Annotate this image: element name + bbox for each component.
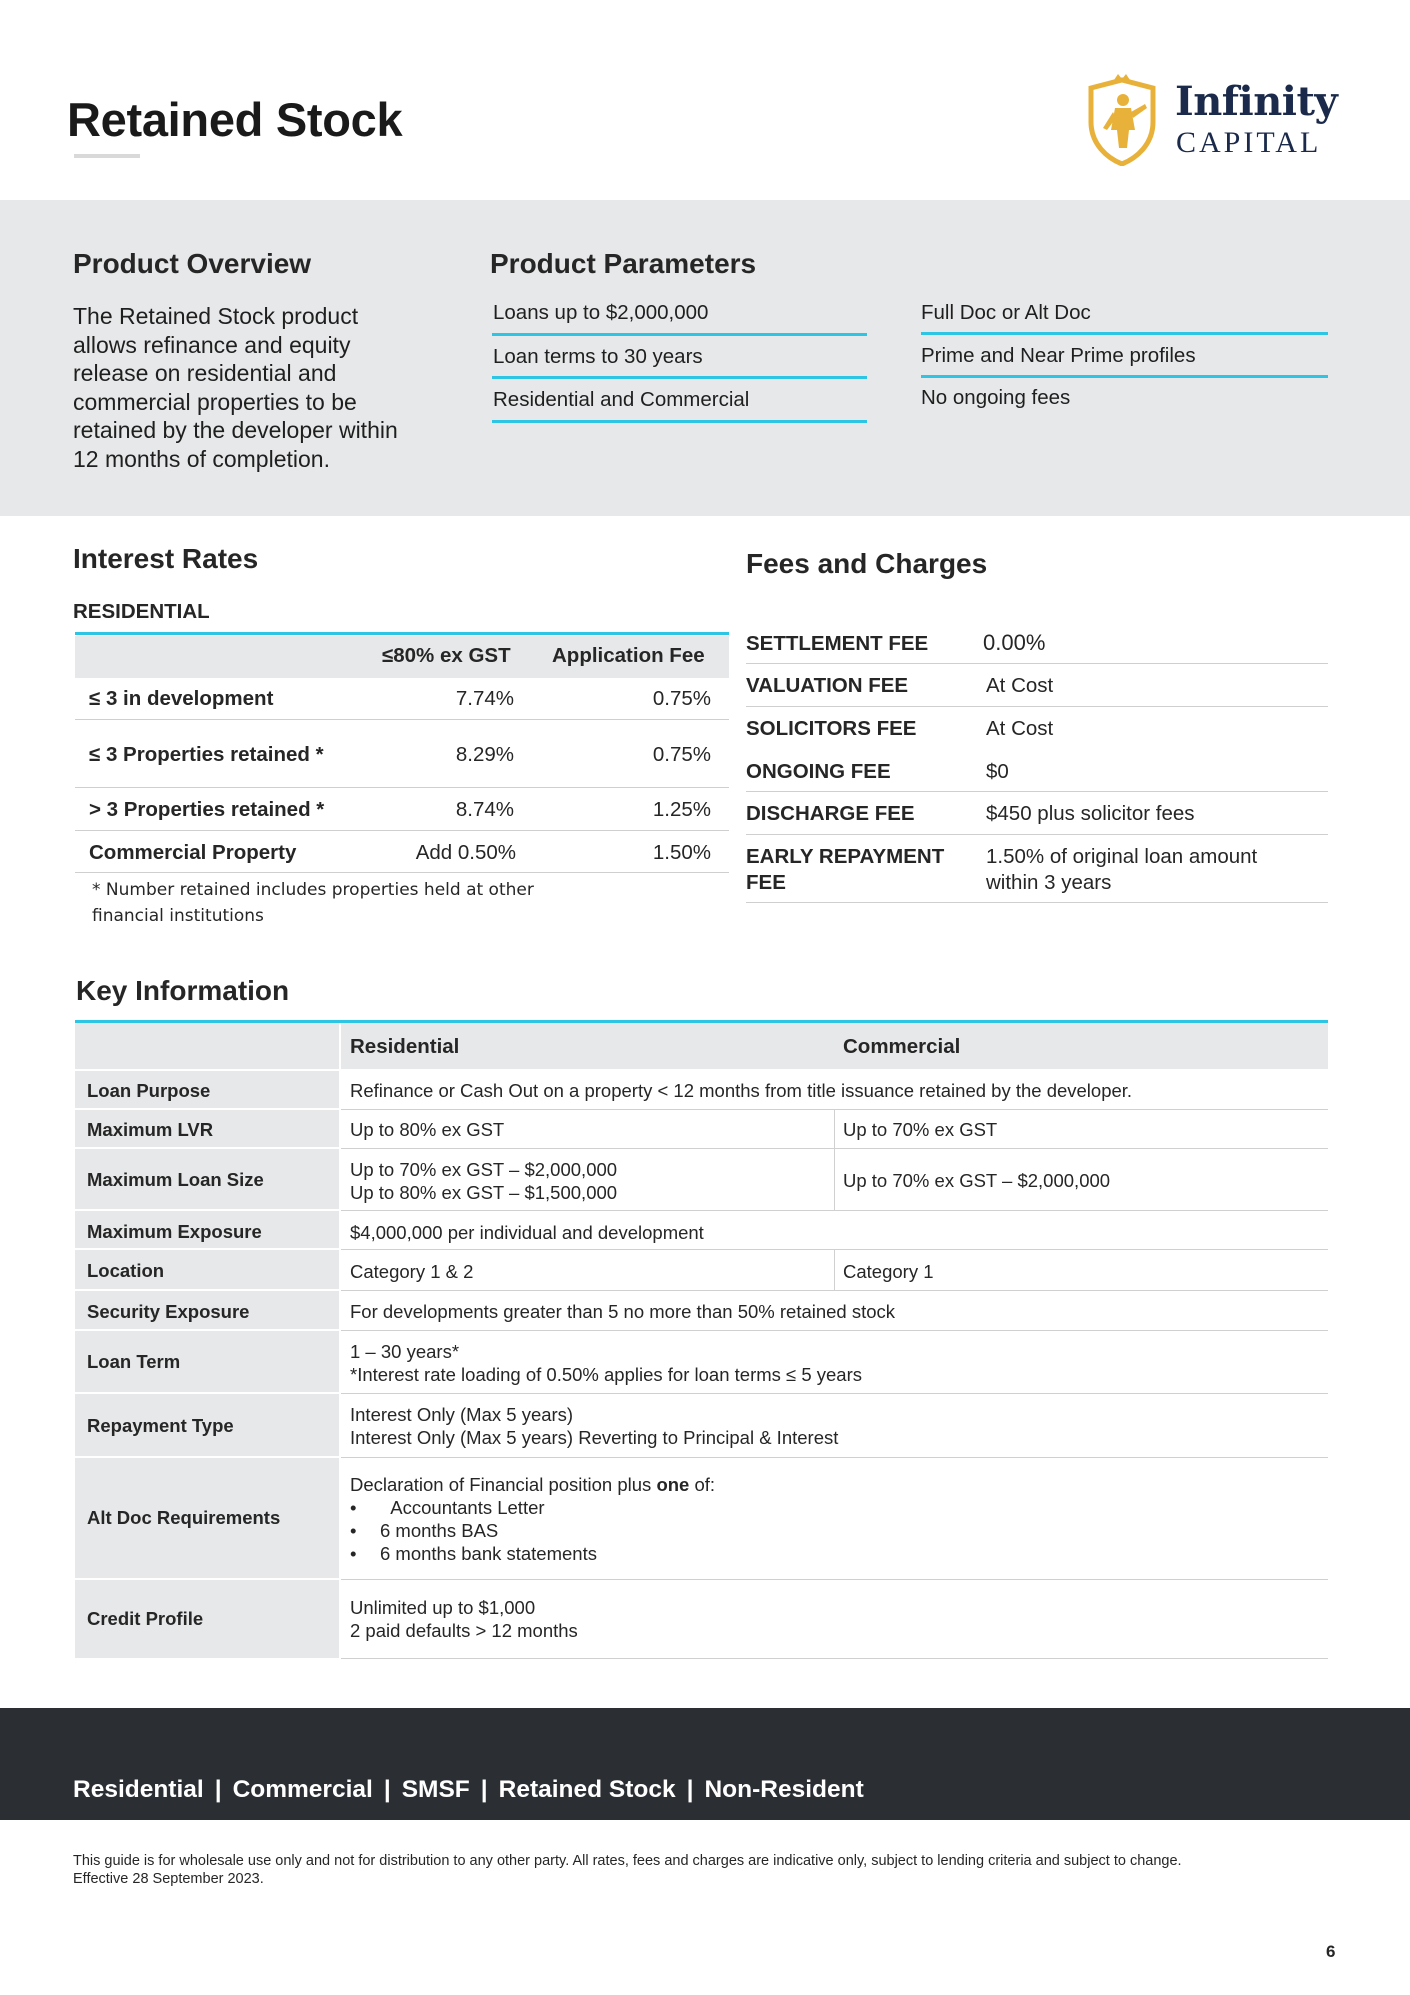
column-header-commercial: Commercial [843,1035,961,1058]
key-info-corner-cell [75,1023,339,1069]
rate-row-label: Commercial Property [89,841,297,864]
location-residential: Category 1 & 2 [350,1261,474,1282]
link-residential[interactable]: Residential [73,1776,204,1803]
rate-value: 8.29% [455,743,514,766]
fee-divider [746,706,1328,707]
application-fee-value: 1.25% [652,798,711,821]
application-fee-value: 0.75% [652,743,711,766]
security-exposure-value: For developments greater than 5 no more than 50% retained stock [350,1301,896,1322]
link-separator: | [686,1776,694,1803]
interest-table-topline [75,632,729,635]
row-label-text: Maximum Loan Size [87,1169,264,1190]
product-parameters-heading: Product Parameters [490,248,757,279]
fee-value: $0 [986,760,1009,783]
rate-row-label: > 3 Properties retained * [89,798,325,821]
alt-doc-intro-text: of: [689,1474,716,1495]
key-info-row-label [75,1458,339,1578]
column-divider [834,1250,835,1290]
row-label-text: Security Exposure [87,1301,250,1322]
fee-label: DISCHARGE FEE [746,802,915,825]
link-commercial[interactable]: Commercial [232,1776,373,1803]
overview-line: allows refinance and equity [73,331,351,358]
fee-value: 0.00% [983,630,1046,655]
loan-term-value [350,1340,862,1386]
overview-line: The Retained Stock product [73,303,359,329]
key-info-row-label [75,1291,339,1329]
key-info-header-row [341,1023,1328,1069]
overview-line: commercial properties to be [73,388,357,415]
logo-text-infinity: Infinity [1175,78,1338,125]
row-label-text: Location [87,1260,165,1281]
parameter-item: Loans up to $2,000,000 [493,301,709,324]
column-header-application-fee: Application Fee [552,644,705,667]
fee-value-line: 1.50% of original loan amount [986,845,1258,868]
fee-divider [746,834,1328,835]
company-logo [1085,72,1338,168]
max-loan-line: Up to 70% ex GST – $2,000,000 [350,1159,618,1180]
row-divider [75,787,729,788]
alt-doc-bullet [350,1542,715,1565]
loan-term-line: *Interest rate loading of 0.50% applies for loan terms ≤ 5 years [350,1364,862,1385]
max-loan-line: Up to 80% ex GST – $1,500,000 [350,1182,618,1203]
footnote-line: * Number retained includes properties held at other [92,880,534,900]
parameter-item: No ongoing fees [921,386,1071,409]
knight-shield-icon [1085,74,1159,166]
overview-line: retained by the developer within [73,417,398,443]
alt-doc-intro-text: Declaration of Financial position plus [350,1474,657,1495]
link-smsf[interactable]: SMSF [401,1776,470,1803]
application-fee-value: 1.50% [652,841,711,864]
loan-purpose-value: Refinance or Cash Out on a property < 12 months from title issuance retained by the developer. [350,1080,1133,1101]
overview-line: 12 months of completion. [73,445,330,472]
row-label-text: Maximum Exposure [87,1221,262,1242]
link-separator: | [214,1776,222,1803]
residential-label: RESIDENTIAL [73,600,210,623]
fee-label: ONGOING FEE [746,760,891,783]
fee-divider [746,663,1328,664]
max-exposure-value: $4,000,000 per individual and development [350,1222,704,1243]
parameter-item: Prime and Near Prime profiles [921,344,1196,367]
link-separator: | [383,1776,391,1803]
fee-label-line: EARLY REPAYMENT [746,845,945,868]
alt-doc-intro-emphasis: one [656,1474,690,1495]
parameter-divider [492,333,867,336]
fee-label-line: FEE [746,871,786,894]
effective-date: Effective 28 September 2023. [73,1871,264,1887]
fee-value-early-repayment [986,844,1257,896]
key-info-row-label [75,1149,339,1209]
product-overview-heading: Product Overview [73,248,312,279]
key-info-divider [341,1579,1328,1580]
overview-line: release on residential and [73,360,337,386]
location-commercial: Category 1 [843,1261,934,1282]
product-links [73,1776,864,1804]
row-label-text: Loan Term [87,1351,181,1372]
loan-term-line: 1 – 30 years* [350,1341,460,1362]
key-info-row-label [75,1110,339,1147]
key-information-heading: Key Information [76,975,290,1006]
page-title: Retained Stock [67,93,403,146]
fee-value: $450 plus solicitor fees [986,802,1195,825]
key-info-divider [341,1210,1328,1211]
alt-doc-value [350,1473,715,1565]
key-info-divider [341,1658,1328,1659]
fee-label: SETTLEMENT FEE [746,632,929,655]
rate-row-label: ≤ 3 Properties retained * [89,743,324,766]
alt-doc-intro [350,1473,715,1496]
row-label-text: Repayment Type [87,1415,234,1436]
row-label-text: Credit Profile [87,1608,204,1629]
key-info-divider [341,1330,1328,1331]
product-overview-text [73,302,433,473]
row-divider [75,719,729,720]
interest-rates-heading: Interest Rates [73,543,259,574]
column-divider [834,1110,835,1148]
key-info-row-label [75,1580,339,1658]
key-info-row-label [75,1331,339,1392]
parameter-divider [492,376,867,379]
row-divider [75,830,729,831]
parameter-divider [921,332,1328,335]
bullet-icon: • [350,1520,357,1541]
disclaimer [73,1852,1353,1888]
max-loan-residential [350,1158,617,1204]
key-info-divider [341,1290,1328,1291]
interest-footnote [92,877,612,929]
row-label-text: Maximum LVR [87,1119,214,1140]
fee-divider [746,791,1328,792]
parameter-item: Full Doc or Alt Doc [921,301,1091,324]
logo-text-capital: CAPITAL [1176,126,1322,159]
max-lvr-residential: Up to 80% ex GST [350,1119,505,1140]
application-fee-value: 0.75% [652,687,711,710]
bullet-icon: • [350,1543,357,1564]
column-divider [834,1149,835,1210]
row-divider [75,872,729,873]
parameter-divider [921,375,1328,378]
key-info-row-label [75,1394,339,1456]
key-info-row-label [75,1071,339,1108]
footnote-line: financial institutions [92,906,264,926]
parameter-divider [492,420,867,423]
credit-profile-value [350,1596,578,1642]
key-info-row-label [75,1211,339,1248]
bullet-text: 6 months bank statements [380,1543,597,1564]
link-retained-stock[interactable]: Retained Stock [498,1776,676,1803]
page-number: 6 [1326,1942,1336,1961]
fee-divider [746,902,1328,903]
column-header-lvr: ≤80% ex GST [382,644,511,667]
repayment-type-value [350,1403,838,1449]
key-info-row-label [75,1250,339,1289]
max-loan-commercial: Up to 70% ex GST – $2,000,000 [843,1170,1111,1191]
link-non-resident[interactable]: Non-Resident [704,1776,864,1803]
rate-row-label: ≤ 3 in development [89,687,274,710]
max-lvr-commercial: Up to 70% ex GST [843,1119,998,1140]
alt-doc-bullet [350,1519,715,1542]
credit-line: 2 paid defaults > 12 months [350,1620,578,1641]
bullet-text: Accountants Letter [390,1497,545,1518]
fee-value: At Cost [986,717,1054,740]
row-label-text: Alt Doc Requirements [87,1507,281,1528]
fee-label: SOLICITORS FEE [746,717,917,740]
credit-line: Unlimited up to $1,000 [350,1597,536,1618]
key-info-divider [341,1393,1328,1394]
rate-value: 8.74% [455,798,514,821]
parameter-item: Loan terms to 30 years [493,345,703,368]
rate-value: Add 0.50% [415,841,516,864]
disclaimer-line: This guide is for wholesale use only and not for distribution to any other party. All rates, fees and charges are indicative only, subject to lending criteria and subject to change. [73,1853,1182,1869]
row-label-text: Loan Purpose [87,1080,211,1101]
repayment-line: Interest Only (Max 5 years) Reverting to Principal & Interest [350,1427,839,1448]
fee-label-early-repayment [746,844,944,896]
bullet-text: 6 months BAS [380,1520,499,1541]
alt-doc-bullet [350,1496,715,1519]
fee-value-line: within 3 years [986,871,1112,894]
fee-label: VALUATION FEE [746,674,909,697]
fee-value: At Cost [986,674,1054,697]
column-header-residential: Residential [350,1035,460,1058]
key-info-divider [341,1457,1328,1458]
parameter-item: Residential and Commercial [493,388,750,411]
bullet-icon: • [350,1497,357,1518]
link-separator: | [480,1776,488,1803]
title-underline [74,154,140,158]
rate-value: 7.74% [455,687,514,710]
repayment-line: Interest Only (Max 5 years) [350,1404,574,1425]
fees-heading: Fees and Charges [746,548,988,579]
